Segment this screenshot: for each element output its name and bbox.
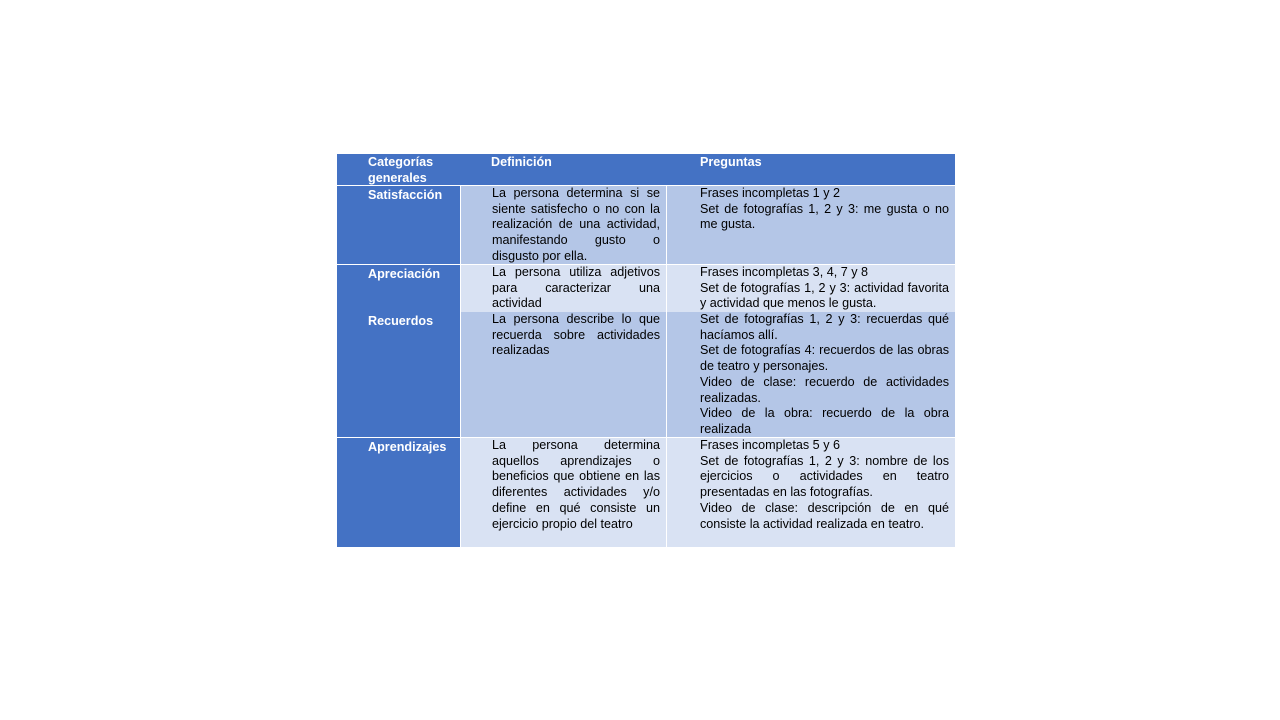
table-row-apreciacion [337, 264, 955, 312]
questions-cell [667, 312, 955, 437]
category-cell: Aprendizajes [337, 438, 460, 547]
table-row-satisfaccion [337, 185, 955, 264]
question-line: Video de clase: descripción de en qué consiste la actividad realizada en teatro. [700, 500, 949, 531]
table-row-recuerdos [337, 312, 955, 437]
definition-cell: La persona utiliza adjetivos para caracterizar una actividad [460, 265, 667, 312]
question-line: Set de fotografías 1, 2 y 3: recuerdas qué hacíamos allí. [700, 312, 949, 342]
header-preguntas: Preguntas [700, 155, 762, 169]
questions-cell [667, 186, 955, 264]
questions-cell [667, 265, 955, 312]
table-row-aprendizajes [337, 437, 955, 547]
question-line: Video de la obra: recuerdo de la obra realizada [700, 406, 949, 436]
definition-cell: La persona determina aquellos aprendizajes o beneficios que obtiene en las diferentes actividades y/o define en qué consiste un ejercicio propio del teatro [460, 438, 667, 547]
table-header-row [337, 154, 955, 185]
question-line: Frases incompletas 1 y 2 [700, 186, 840, 200]
header-categorias: Categorías generales [368, 155, 434, 185]
question-line: Set de fotografías 4: recuerdos de las obras de teatro y personajes. [700, 343, 949, 374]
categories-table [337, 154, 955, 547]
definition-cell: La persona describe lo que recuerda sobre actividades realizadas [460, 312, 667, 437]
category-cell: Satisfacción [337, 186, 460, 264]
question-line: Frases incompletas 3, 4, 7 y 8 [700, 265, 868, 279]
question-line: Frases incompletas 5 y 6 [700, 438, 840, 452]
header-definicion: Definición [491, 155, 552, 169]
category-cell: Apreciación [337, 265, 460, 312]
question-line: Set de fotografías 1, 2 y 3: actividad favorita y actividad que menos le gusta. [700, 280, 949, 311]
category-cell: Recuerdos [337, 312, 460, 437]
question-line: Set de fotografías 1, 2 y 3: nombre de los ejercicios o actividades en teatro presentadas en las fotografías. [700, 453, 949, 500]
question-line: Set de fotografías 1, 2 y 3: me gusta o no me gusta. [700, 201, 949, 232]
question-line: Video de clase: recuerdo de actividades realizadas. [700, 374, 949, 405]
definition-cell: La persona determina si se siente satisfecho o no con la realización de una actividad, manifestando gusto o disgusto por ella. [460, 186, 667, 264]
questions-cell [667, 438, 955, 547]
